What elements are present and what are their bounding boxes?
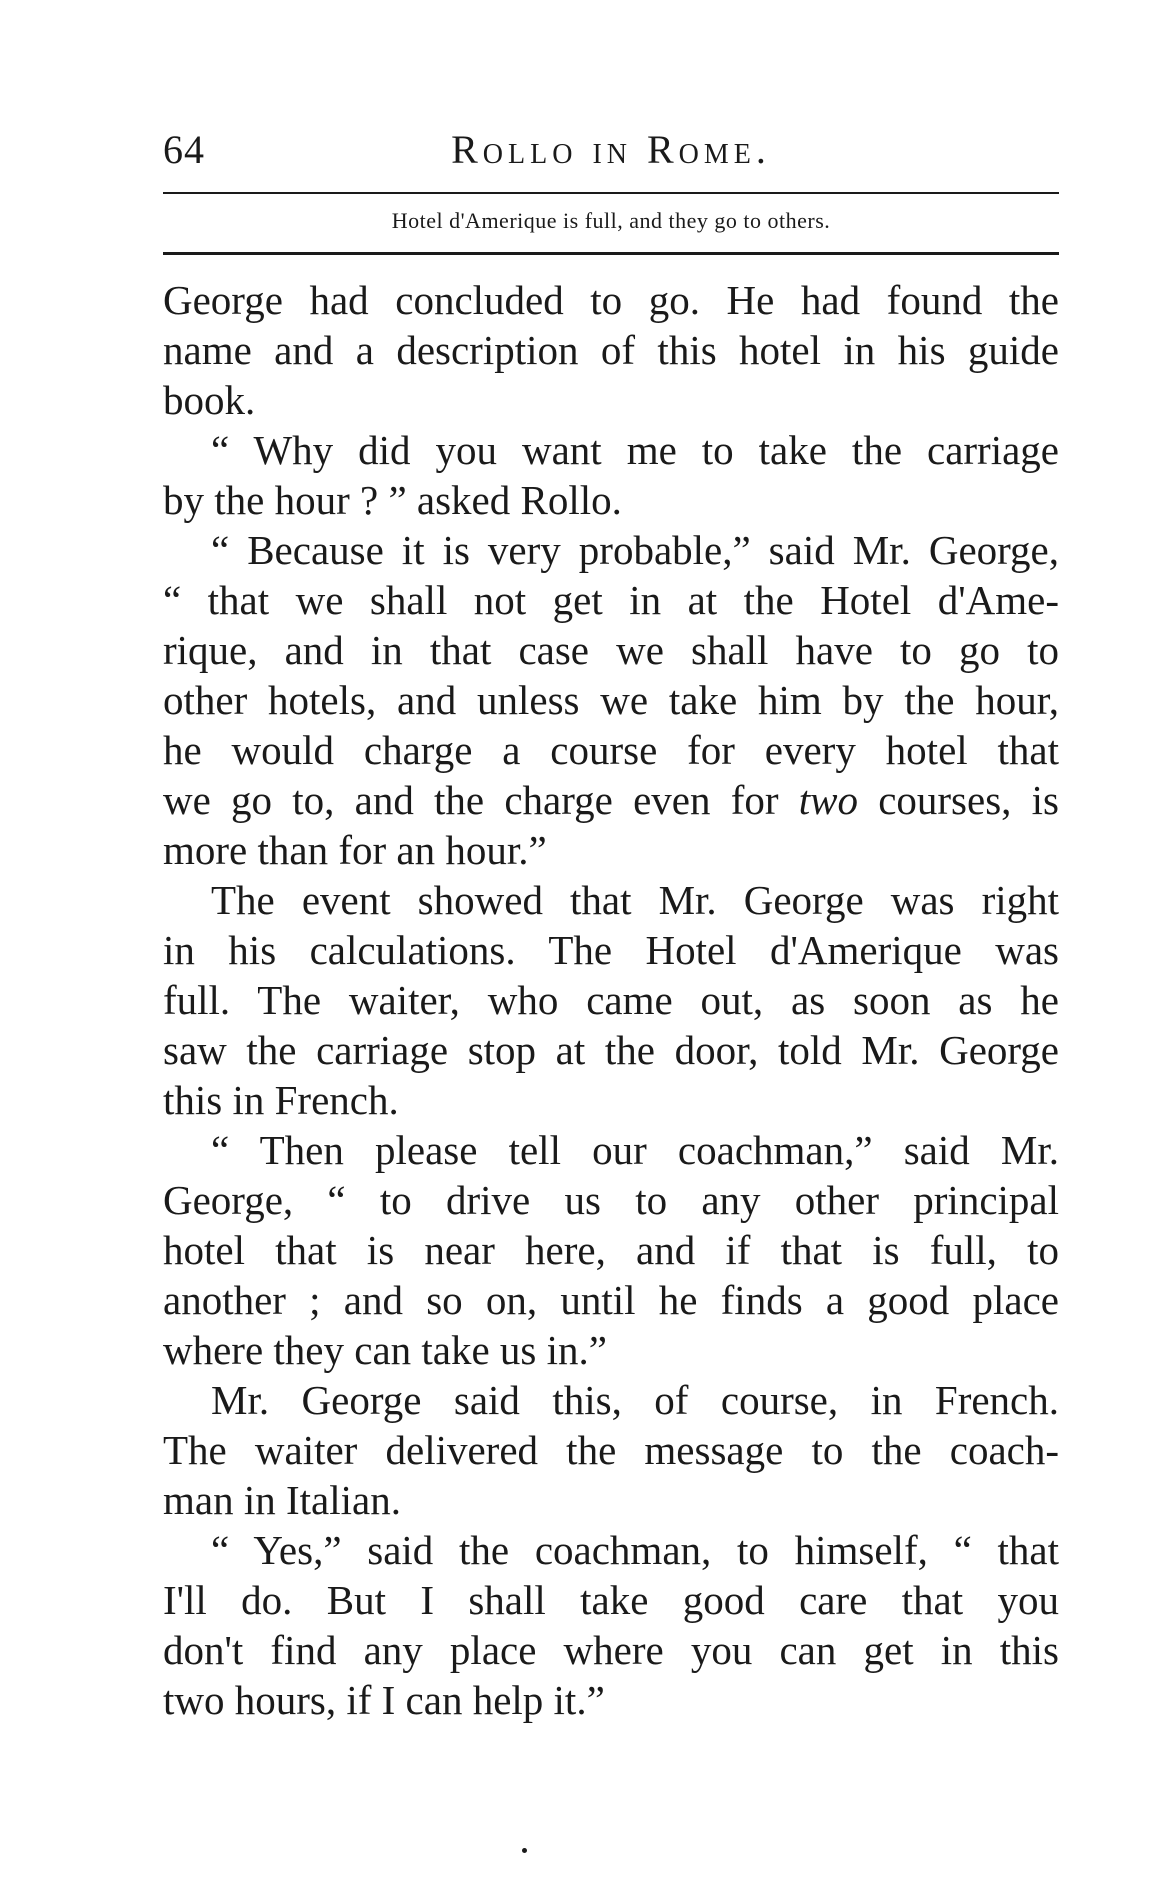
- text-line: he would charge a course for every hotel that: [163, 727, 1059, 773]
- text-line: Mr. George said this, of course, in French.: [211, 1377, 1059, 1423]
- text-line: by the hour ? ” asked Rollo.: [163, 477, 622, 523]
- text-line: [163, 775, 1059, 825]
- text-line: I'll do. But I shall take good care that you: [163, 1577, 1059, 1623]
- text-segment: we go to, and the charge even for: [163, 777, 799, 823]
- text-line: another ; and so on, until he finds a good place: [163, 1277, 1059, 1323]
- text-line: The waiter delivered the message to the coach-: [163, 1427, 1059, 1473]
- italic-emphasis: two: [798, 777, 858, 823]
- text-line: more than for an hour.”: [163, 827, 547, 873]
- text-line: rique, and in that case we shall have to go to: [163, 627, 1059, 673]
- text-line: book.: [163, 377, 256, 423]
- text-line: this in French.: [163, 1077, 399, 1123]
- header-rule-bottom: [163, 252, 1059, 255]
- text-line: “ Why did you want me to take the carriage: [211, 427, 1059, 473]
- text-line: two hours, if I can help it.”: [163, 1677, 605, 1723]
- text-line: full. The waiter, who came out, as soon as he: [163, 977, 1059, 1023]
- text-line: in his calculations. The Hotel d'Amerique was: [163, 927, 1059, 973]
- text-line: name and a description of this hotel in his guide: [163, 327, 1059, 373]
- body-text: [163, 275, 1059, 1725]
- text-line: other hotels, and unless we take him by the hour,: [163, 677, 1059, 723]
- text-line: where they can take us in.”: [163, 1327, 607, 1373]
- text-line: “ Yes,” said the coachman, to himself, “ that: [211, 1527, 1059, 1573]
- text-line: saw the carriage stop at the door, told Mr. George: [163, 1027, 1059, 1073]
- header-rule-top: [163, 192, 1059, 194]
- text-line: George, “ to drive us to any other principal: [163, 1177, 1059, 1223]
- text-segment: courses, is: [857, 777, 1059, 823]
- print-speck: [522, 1848, 527, 1853]
- text-line: hotel that is near here, and if that is full, to: [163, 1227, 1059, 1273]
- page-number: 64: [163, 127, 205, 172]
- text-line: George had concluded to go. He had found the: [163, 277, 1059, 323]
- text-line: “ Then please tell our coachman,” said Mr.: [211, 1127, 1059, 1173]
- text-line: don't find any place where you can get in this: [163, 1627, 1059, 1673]
- running-head: [163, 118, 1059, 178]
- text-line: man in Italian.: [163, 1477, 401, 1523]
- text-line: “ Because it is very probable,” said Mr. George,: [211, 527, 1059, 573]
- text-line: The event showed that Mr. George was right: [211, 877, 1059, 923]
- page-subheading: Hotel d'Amerique is full, and they go to others.: [391, 208, 831, 233]
- text-line: “ that we shall not get in at the Hotel d'Ame-: [163, 577, 1059, 623]
- book-title: Rollo in Rome.: [451, 127, 771, 172]
